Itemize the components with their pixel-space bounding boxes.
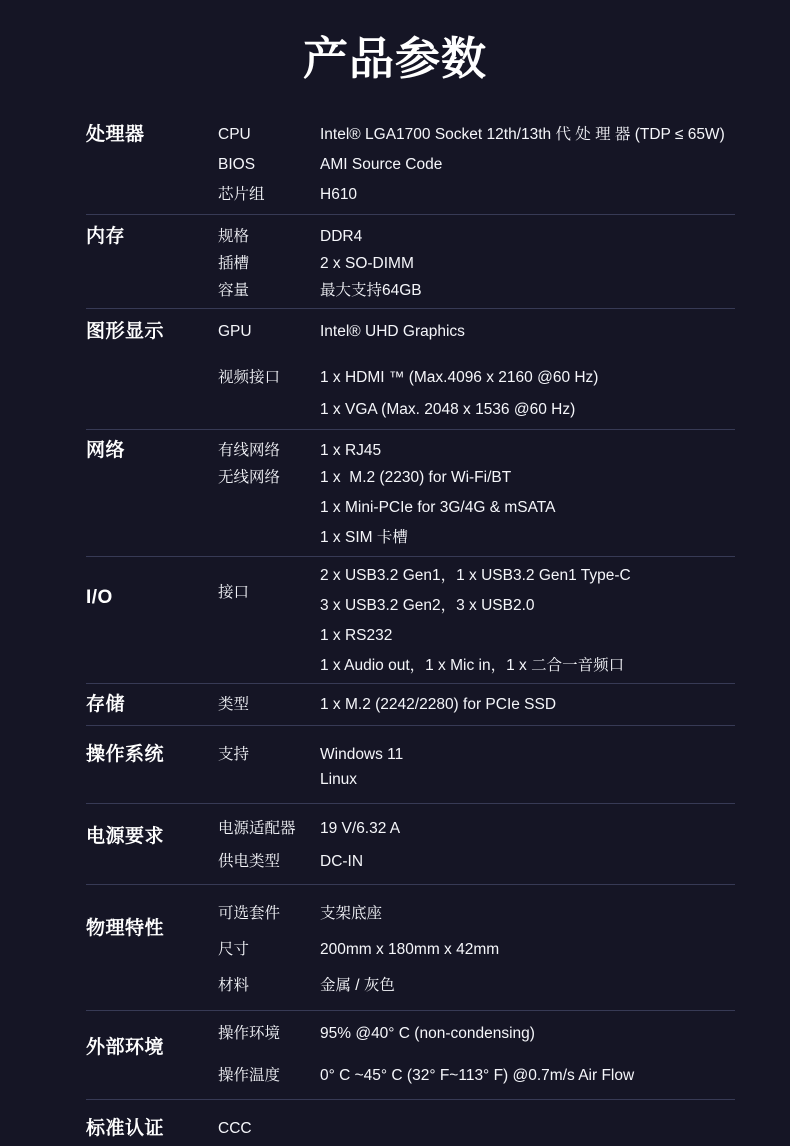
spec-value: 2 x SO-DIMM (320, 255, 414, 272)
spec-section-certification (86, 1100, 735, 1140)
spec-label: 操作环境 (218, 1025, 281, 1042)
spec-label: 视频接口 (218, 369, 281, 386)
spec-values (320, 851, 735, 873)
spec-section-os (86, 726, 735, 804)
page-title: 产品参数 (302, 33, 487, 84)
spec-label: GPU (218, 323, 252, 340)
spec-value: 1 x Mini-PCIe for 3G/4G & mSATA (320, 499, 556, 516)
spec-section-power (86, 804, 735, 885)
spec-value: 19 V/6.32 A (320, 820, 401, 837)
spec-row (218, 1065, 735, 1087)
spec-label: 材料 (218, 977, 250, 994)
spec-section-storage (86, 684, 735, 726)
spec-row (218, 565, 735, 677)
spec-values (320, 253, 735, 275)
spec-values (320, 565, 735, 677)
section-rows (218, 321, 735, 421)
spec-label: 尺寸 (218, 941, 250, 958)
spec-row (218, 744, 735, 791)
spec-values (320, 280, 735, 302)
spec-section-io (86, 557, 735, 684)
section-name: 外部环境 (86, 1037, 165, 1058)
section-name: 网络 (86, 440, 126, 461)
spec-row (218, 851, 735, 873)
spec-row (218, 280, 735, 302)
spec-label: 可选套件 (218, 905, 281, 922)
spec-label: CCC (218, 1120, 252, 1137)
spec-value: 金属 / 灰色 (320, 977, 395, 994)
section-name: 操作系统 (86, 744, 165, 765)
spec-value: H610 (320, 186, 358, 203)
spec-value: DDR4 (320, 228, 363, 245)
spec-row (218, 818, 735, 840)
spec-section-processor (86, 88, 735, 215)
spec-section-memory (86, 215, 735, 309)
spec-label: 接口 (218, 584, 250, 601)
section-name: 处理器 (86, 124, 145, 145)
spec-value: 1 x SIM 卡槽 (320, 529, 408, 546)
spec-values (320, 124, 735, 146)
spec-value: 2 x USB3.2 Gen1，1 x USB3.2 Gen1 Type-C (320, 567, 631, 584)
spec-row (218, 184, 735, 206)
section-rows (218, 124, 735, 206)
section-rows (218, 1023, 735, 1087)
spec-label: 操作温度 (218, 1067, 281, 1084)
spec-value: DC-IN (320, 853, 364, 870)
spec-value: 1 x HDMI ™ (Max.4096 x 2160 @60 Hz) (320, 369, 599, 386)
spec-values (320, 744, 735, 791)
section-name: 物理特性 (86, 918, 165, 939)
spec-value: 1 x M.2 (2230) for Wi-Fi/BT (320, 469, 512, 486)
spec-row (218, 154, 735, 176)
spec-value: 1 x RJ45 (320, 442, 382, 459)
spec-value: 1 x RS232 (320, 627, 393, 644)
spec-section-network (86, 430, 735, 557)
spec-value: 1 x M.2 (2242/2280) for PCIe SSD (320, 696, 557, 713)
spec-value: Intel® UHD Graphics (320, 323, 465, 340)
spec-label: 芯片组 (218, 186, 265, 203)
spec-values (320, 226, 735, 248)
spec-value: 1 x Audio out，1 x Mic in，1 x 二合一音频口 (320, 657, 625, 674)
spec-row (218, 367, 735, 421)
spec-value: 1 x VGA (Max. 2048 x 1536 @60 Hz) (320, 401, 576, 418)
spec-values (320, 1118, 735, 1140)
spec-values (320, 1023, 735, 1045)
section-name: 存储 (86, 694, 126, 715)
spec-row (218, 321, 735, 343)
spec-value: 最大支持64GB (320, 282, 422, 299)
spec-values (320, 321, 735, 343)
spec-value: 支架底座 (320, 905, 383, 922)
spec-row (218, 939, 735, 961)
spec-values (320, 939, 735, 961)
section-rows (218, 903, 735, 997)
spec-section-physical (86, 885, 735, 1011)
spec-value: Windows 11 (320, 746, 404, 763)
section-rows (218, 440, 735, 549)
spec-label: 规格 (218, 228, 250, 245)
spec-values (320, 1065, 735, 1087)
section-name: 内存 (86, 226, 126, 247)
spec-label: CPU (218, 126, 251, 143)
spec-row (218, 1118, 735, 1140)
spec-value: Linux (320, 771, 358, 788)
spec-values (320, 184, 735, 206)
spec-values (320, 467, 735, 549)
spec-row (218, 440, 735, 462)
spec-values (320, 903, 735, 925)
spec-values (320, 440, 735, 462)
spec-row (218, 253, 735, 275)
spec-values (320, 694, 735, 716)
section-name: 图形显示 (86, 321, 165, 342)
spec-value: AMI Source Code (320, 156, 443, 173)
spec-row (218, 226, 735, 248)
spec-value: 0° C ~45° C (32° F~113° F) @0.7m/s Air Flow (320, 1067, 635, 1084)
section-name: 电源要求 (86, 826, 165, 847)
section-name: 标准认证 (86, 1118, 165, 1139)
spec-label: 有线网络 (218, 442, 281, 459)
spec-row (218, 467, 735, 549)
section-rows (218, 744, 735, 791)
spec-values (320, 154, 735, 176)
spec-label: 电源适配器 (218, 820, 296, 837)
spec-section-graphics (86, 309, 735, 430)
spec-row (218, 975, 735, 997)
spec-row (218, 694, 735, 716)
spec-value: 3 x USB3.2 Gen2，3 x USB2.0 (320, 597, 535, 614)
spec-label: 无线网络 (218, 469, 281, 486)
section-rows (218, 1118, 735, 1140)
spec-label: 插槽 (218, 255, 250, 272)
spec-row (218, 1023, 735, 1045)
spec-value: Intel® LGA1700 Socket 12th/13th 代 处 理 器 (TDP ≤ 65W) (320, 126, 725, 143)
spec-section-environment (86, 1011, 735, 1100)
spec-value: 200mm x 180mm x 42mm (320, 941, 500, 958)
spec-label: 供电类型 (218, 853, 281, 870)
spec-row (218, 124, 735, 146)
spec-label: 支持 (218, 746, 250, 763)
spec-table (86, 88, 735, 1140)
section-rows (218, 694, 735, 716)
spec-value: 95% @40° C (non-condensing) (320, 1025, 535, 1042)
section-rows (218, 226, 735, 302)
spec-label: BIOS (218, 156, 256, 173)
spec-row (218, 903, 735, 925)
section-rows (218, 818, 735, 873)
spec-values (320, 818, 735, 840)
spec-label: 类型 (218, 696, 250, 713)
section-rows (218, 565, 735, 677)
spec-label: 容量 (218, 282, 250, 299)
section-name: I/O (86, 587, 113, 608)
spec-values (320, 975, 735, 997)
spec-values (320, 367, 735, 421)
